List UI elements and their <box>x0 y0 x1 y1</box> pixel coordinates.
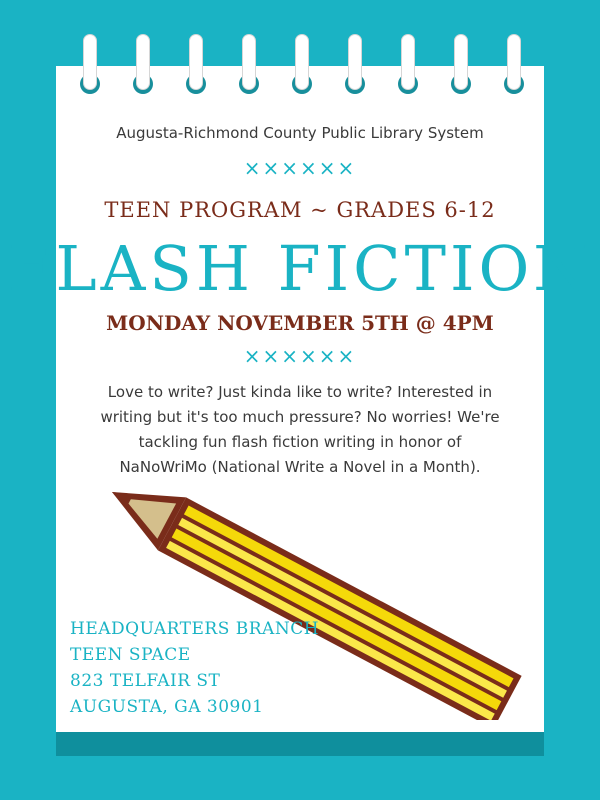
org-name: Augusta-Richmond County Public Library System <box>116 124 484 142</box>
address-line: AUGUSTA, GA 30901 <box>70 697 264 717</box>
address-line: 823 TELFAIR ST <box>70 671 221 691</box>
ring-icon <box>189 34 203 90</box>
ring-icon <box>242 34 256 90</box>
divider-top: ×××××× <box>243 156 357 180</box>
address-line: HEADQUARTERS BRANCH <box>70 619 320 639</box>
divider-bottom: ×××××× <box>243 344 357 368</box>
ring-icon <box>295 34 309 90</box>
event-title: FLASH FICTION <box>8 232 592 305</box>
ring-icon <box>401 34 415 90</box>
location-block <box>70 616 319 720</box>
event-datetime: MONDAY NOVEMBER 5TH @ 4PM <box>106 311 494 335</box>
program-subtitle: TEEN PROGRAM ~ GRADES 6-12 <box>104 198 496 222</box>
ring-icon <box>136 34 150 90</box>
ring-icon <box>348 34 362 90</box>
address-line: TEEN SPACE <box>70 645 191 665</box>
event-description: Love to write? Just kinda like to write? Interested in writing but it's too much pressure? No worries! We're tackling fun flash fiction writing in honor of NaNoWriMo (National Write a Novel in a Month). <box>100 383 500 476</box>
notepad-shadow <box>56 728 544 756</box>
ring-icon <box>507 34 521 90</box>
ring-icon <box>454 34 468 90</box>
ring-icon <box>83 34 97 90</box>
